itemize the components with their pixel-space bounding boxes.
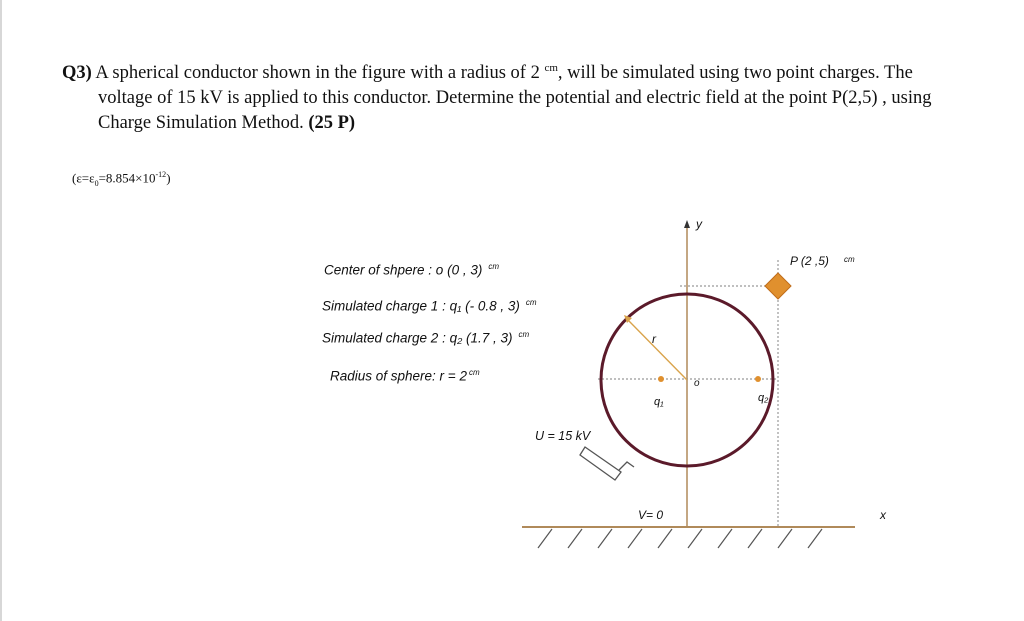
unit-cm-superscript: cm	[544, 62, 558, 74]
given-charge-1-text: Simulated charge 1 : q₁ (- 0.8 , 3)	[322, 298, 520, 314]
question-line-3-text: Charge Simulation Method.	[98, 113, 304, 134]
voltage-connector-icon	[580, 447, 634, 480]
point-p-marker	[765, 273, 791, 299]
given-charge-2-text: Simulated charge 2 : q₂ (1.7 , 3)	[322, 330, 513, 346]
y-axis-label: y	[696, 217, 702, 231]
charge-q1-marker	[658, 376, 664, 382]
constant-subscript: 0	[94, 178, 99, 188]
given-charge-1-unit: cm	[525, 298, 537, 307]
charge-q2-marker	[755, 376, 761, 382]
x-axis-label: x	[880, 508, 886, 522]
ground-voltage-label: V= 0	[638, 508, 664, 522]
given-charge-2-unit: cm	[518, 330, 530, 339]
question-line-2: voltage of 15 kV is applied to this conductor. Determine the potential and electric field at the point P(2,5) , using	[98, 88, 932, 109]
constant-prefix: (ε=ε	[72, 170, 95, 186]
given-center-text: Center of shpere : o (0 , 3)	[324, 262, 483, 278]
radius-label: r	[652, 332, 656, 346]
y-axis-arrow	[684, 220, 690, 228]
ground-hatching	[538, 529, 822, 548]
center-label: o	[694, 378, 700, 389]
question-number: Q3)	[62, 63, 92, 84]
question-points: (25 P)	[308, 113, 356, 134]
point-p-label: P (2 ,5)	[790, 254, 829, 268]
radius-line	[626, 318, 687, 380]
charge-q2-label: q₂	[758, 392, 769, 404]
given-radius-unit: cm	[468, 368, 480, 377]
constant-mid: =8.854×10	[98, 170, 156, 186]
given-center-unit: cm	[488, 262, 500, 271]
question-line-1-end: , will be simulated using two point charges. The	[557, 63, 913, 84]
question-line-1-text: A spherical conductor shown in the figure with a radius of 2	[95, 63, 540, 84]
voltage-label: U = 15 kV	[535, 429, 591, 443]
given-radius-text: Radius of sphere: r = 2	[330, 368, 467, 384]
point-p-unit: cm	[844, 255, 855, 264]
charge-q1-label: q₁	[654, 396, 664, 408]
constant-exponent: -12	[155, 170, 167, 179]
constant-suffix: )	[166, 170, 171, 186]
